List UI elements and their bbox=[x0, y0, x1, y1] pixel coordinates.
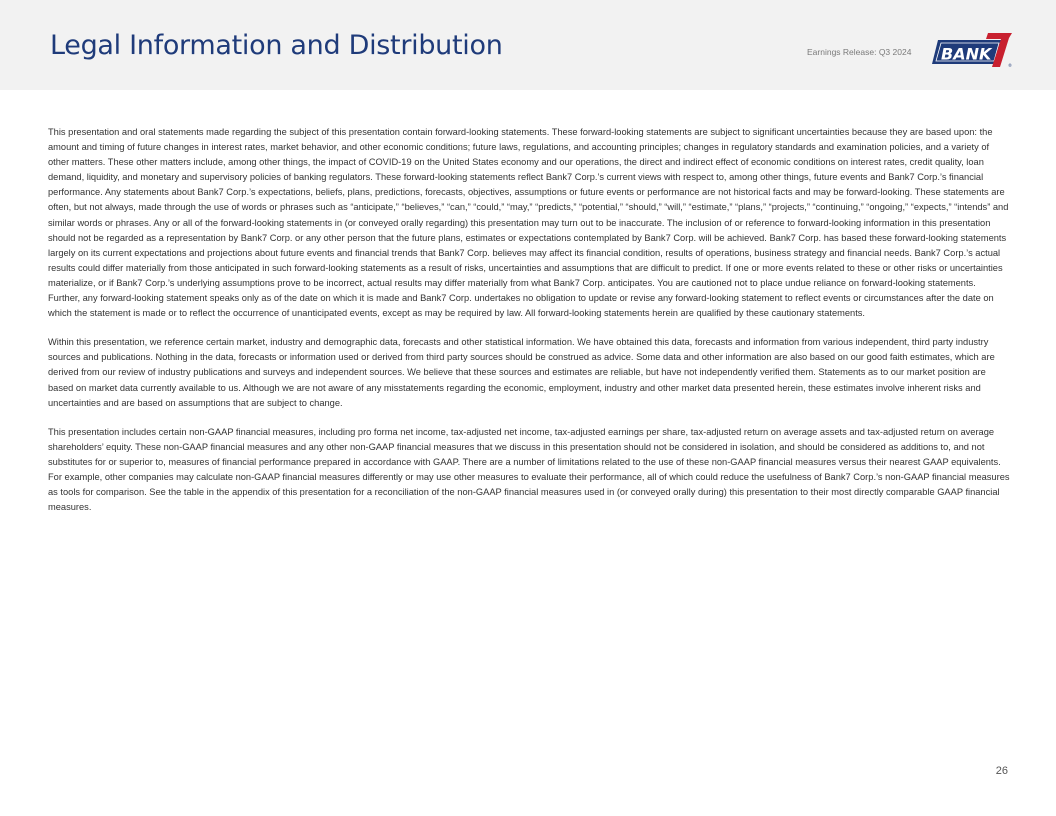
legal-body bbox=[48, 125, 1010, 529]
page-title: Legal Information and Distribution bbox=[50, 30, 503, 61]
market-data-paragraph: Within this presentation, we reference certain market, industry and demographic data, forecasts and other statistical information. We have obtained this data, forecasts and information from various independent, third party industry sources and publications. Nothing in the data, forecasts or information used or derived from third party sources should be construed as advice. Some data and other information are also based on our good faith estimates, which are derived from our review of industry publications and surveys and independent sources. We believe that these sources and estimates are reliable, but have not independently verified them. Statements as to our market position are based on market data currently available to us. Although we are not aware of any misstatements regarding the economic, employment, industry and other market data presented herein, these estimates involve inherent risks and uncertainties and are based on assumptions that are subject to change. bbox=[48, 337, 995, 408]
bank7-logo bbox=[932, 31, 1014, 69]
slide-header bbox=[0, 0, 1056, 90]
logo-text: BANK bbox=[941, 44, 992, 64]
release-label: Earnings Release: Q3 2024 bbox=[807, 47, 912, 57]
non-gaap-paragraph: This presentation includes certain non-GAAP financial measures, including pro forma net income, tax-adjusted net income, tax-adjusted earnings per share, tax-adjusted return on average assets and tax-adjusted return on average shareholders’ equity. These non-GAAP financial measures and any other non-GAAP financial measures that we discuss in this presentation should not be considered in isolation, and should be considered as additions to, and not substitutes for or superior to, measures of financial performance prepared in accordance with GAAP. There are a number of limitations related to the use of these non-GAAP financial measures versus their nearest GAAP equivalents. For example, other companies may calculate non-GAAP financial measures differently or may use other measures to evaluate their performance, all of which could reduce the usefulness of Bank7 Corp.’s non-GAAP financial measures as tools for comparison. See the table in the appendix of this presentation for a reconciliation of the non-GAAP financial measures used in (or conveyed orally during) this presentation to their most directly comparable GAAP financial measures. bbox=[48, 426, 1010, 513]
page-number: 26 bbox=[995, 765, 1008, 777]
logo-registered: ® bbox=[1008, 63, 1012, 68]
forward-looking-paragraph: This presentation and oral statements made regarding the subject of this presentation contain forward-looking statements. These forward-looking statements are subject to significant uncertainties because they are based upon: the amount and timing of future changes in interest rates, market behavior, and other economic conditions; future laws, regulations, and accounting principles; changes in regulatory standards and examination policies, and a variety of other matters. These other matters include, among other things, the impact of COVID-19 on the United States economy and our operations, the direct and indirect effect of economic conditions on interest rates, credit quality, loan demand, liquidity, and monetary and supervisory policies of banking regulators. These forward-looking statements reflect Bank7 Corp.’s current views with respect to, among other things, future events and Bank7 Corp.’s financial performance. Any statements about Bank7 Corp.’s expectations, beliefs, plans, predictions, forecasts, objectives, assumptions or future events or performance are not historical facts and may be forward-looking. These statements are often, but not always, made through the use of words or phrases such as “anticipate,” “believes,” “can,” “could,” “may,” “predicts,” “potential,” “should,” “will,” “estimate,” “plans,” “projects,” “continuing,” “ongoing,” “expects,” “intends” and similar words or phrases. Any or all of the forward-looking statements in (or conveyed orally regarding) this presentation may turn out to be inaccurate. The inclusion of or reference to forward-looking information in this presentation should not be regarded as a representation by Bank7 Corp. or any other person that the future plans, estimates or expectations contemplated by Bank7 Corp. will be achieved. Bank7 Corp. has based these forward-looking statements largely on its current expectations and projections about future events and financial trends that Bank7 Corp. believes may affect its financial condition, results of operations, business strategy and financial needs. Bank7 Corp.’s actual results could differ materially from those anticipated in such forward-looking statements as a result of risks, uncertainties and assumptions that are difficult to predict. If one or more events related to these or other risks or uncertainties materialize, or if Bank7 Corp.’s underlying assumptions prove to be incorrect, actual results may differ materially from what Bank7 Corp. anticipates. You are cautioned not to place undue reliance on forward-looking statements. Further, any forward-looking statement speaks only as of the date on which it is made and Bank7 Corp. undertakes no obligation to update or revise any forward-looking statement to reflect events or circumstances after the date on which the statement is made or to reflect the occurrence of unanticipated events, except as may be required by law. All forward-looking statements herein are qualified by these cautionary statements. bbox=[48, 127, 1009, 319]
